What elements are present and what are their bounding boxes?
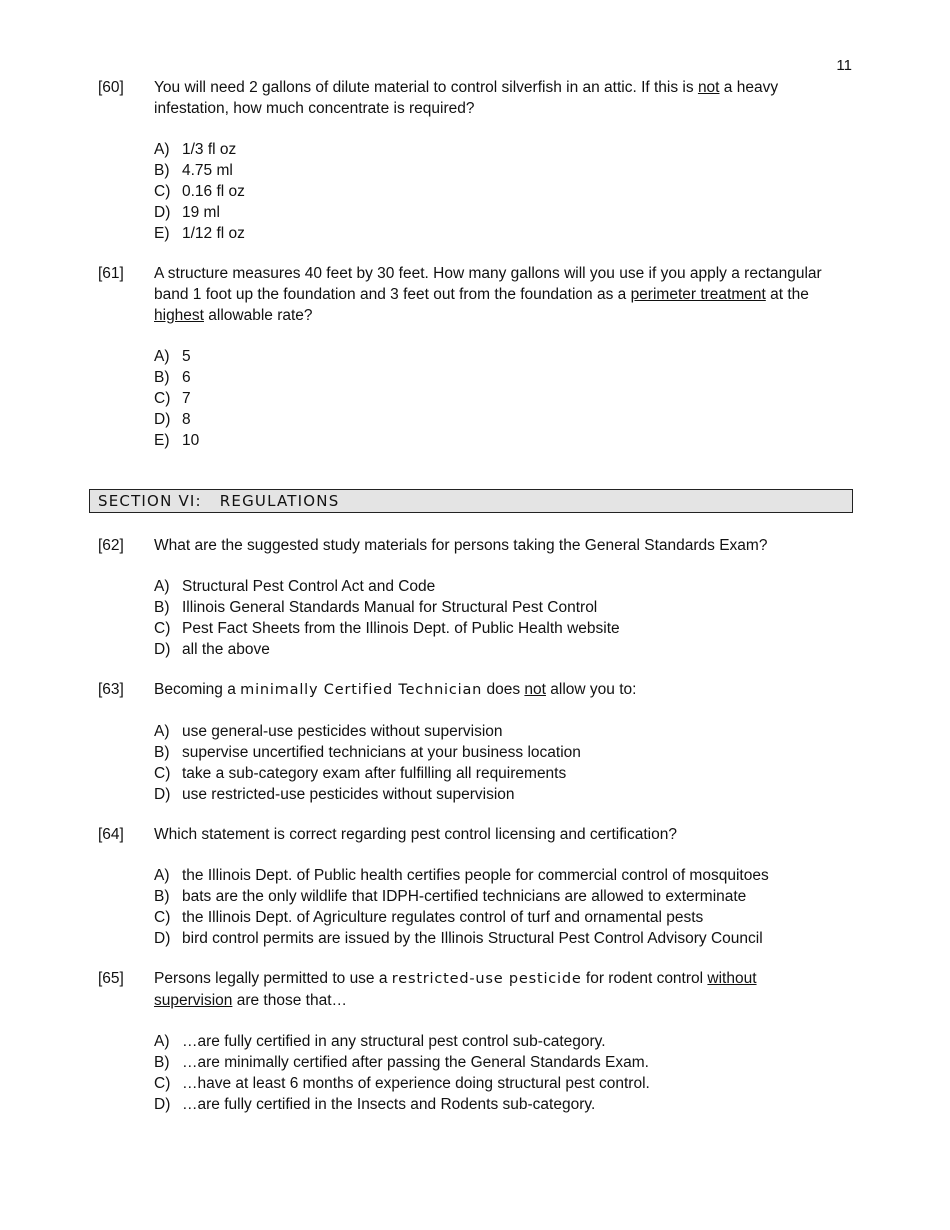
page-number: 11 [836,57,852,74]
answer-option: B) supervise uncertified technicians at your business location [154,744,581,761]
answer-options [154,346,838,451]
term: minimally Certified Technician [240,682,483,698]
answer-option: D) bird control permits are issued by the Illinois Structural Pest Control Advisory Council [154,930,763,947]
emphasis: not [697,79,720,96]
question-stem: You will need 2 gallons of dilute material to control silverfish in an attic. If this is not a heavy infestation, how much concentrate is required? [154,79,779,117]
question-64 [98,824,838,949]
question-stem: What are the suggested study materials for persons taking the General Standards Exam? [154,537,768,554]
question-stem: Which statement is correct regarding pest control licensing and certification? [154,826,677,843]
question-number: [64] [98,826,124,843]
question-63 [98,679,838,805]
emphasis: without supervision [154,970,757,1009]
answer-option: C) take a sub-category exam after fulfilling all requirements [154,765,567,782]
question-60 [98,77,838,244]
answer-option: D) 19 ml [154,204,220,221]
answer-options [154,865,838,949]
answer-option: B) 4.75 ml [154,162,233,179]
term: restricted-use pesticide [391,971,582,987]
emphasis: perimeter treatment [630,286,766,303]
answer-option: D) use restricted-use pesticides without supervision [154,786,515,803]
answer-options [154,721,838,805]
question-number: [62] [98,537,124,554]
answer-option: D) …are fully certified in the Insects and Rodents sub-category. [154,1096,596,1113]
answer-option: C) the Illinois Dept. of Agriculture regulates control of turf and ornamental pests [154,909,704,926]
question-stem: Persons legally permitted to use a restricted-use pesticide for rodent control without supervision are those that… [154,970,757,1009]
answer-option: A) use general-use pesticides without supervision [154,723,503,740]
answer-option: C) 0.16 fl oz [154,183,245,200]
answer-option: C) Pest Fact Sheets from the Illinois Dept. of Public Health website [154,620,620,637]
question-number: [61] [98,265,124,282]
answer-option: B) Illinois General Standards Manual for Structural Pest Control [154,599,598,616]
question-61 [98,263,838,451]
question-65 [98,968,838,1115]
answer-option: E) 1/12 fl oz [154,225,245,242]
answer-option: B) bats are the only wildlife that IDPH-certified technicians are allowed to exterminate [154,888,747,905]
answer-option: B) 6 [154,369,191,386]
question-number: [63] [98,681,124,698]
section-title: REGULATIONS [219,492,340,510]
answer-option: A) the Illinois Dept. of Public health certifies people for commercial control of mosquitoes [154,867,769,884]
answer-options [154,576,838,660]
answer-option: D) all the above [154,641,270,658]
question-number: [65] [98,970,124,987]
section-header [89,489,853,513]
answer-options [154,1031,838,1115]
section-label: SECTION VI: [98,492,202,510]
answer-option: E) 10 [154,432,200,449]
question-62 [98,535,838,660]
answer-option: A) 1/3 fl oz [154,141,237,158]
answer-option: A) Structural Pest Control Act and Code [154,578,436,595]
answer-option: D) 8 [154,411,191,428]
answer-option: B) …are minimally certified after passing the General Standards Exam. [154,1054,649,1071]
question-stem: A structure measures 40 feet by 30 feet. How many gallons will you use if you apply a rectangular band 1 foot up the foundation and 3 feet out from the foundation as a perimeter treatment at the highest allowable rate? [154,265,822,324]
question-stem: Becoming a minimally Certified Technician does not allow you to: [154,681,637,698]
emphasis: highest [154,307,204,324]
question-number: [60] [98,79,124,96]
emphasis: not [524,681,546,698]
answer-option: C) 7 [154,390,191,407]
answer-options [154,139,838,244]
answer-option: A) 5 [154,348,191,365]
answer-option: A) …are fully certified in any structural pest control sub-category. [154,1033,606,1050]
answer-option: C) …have at least 6 months of experience doing structural pest control. [154,1075,650,1092]
